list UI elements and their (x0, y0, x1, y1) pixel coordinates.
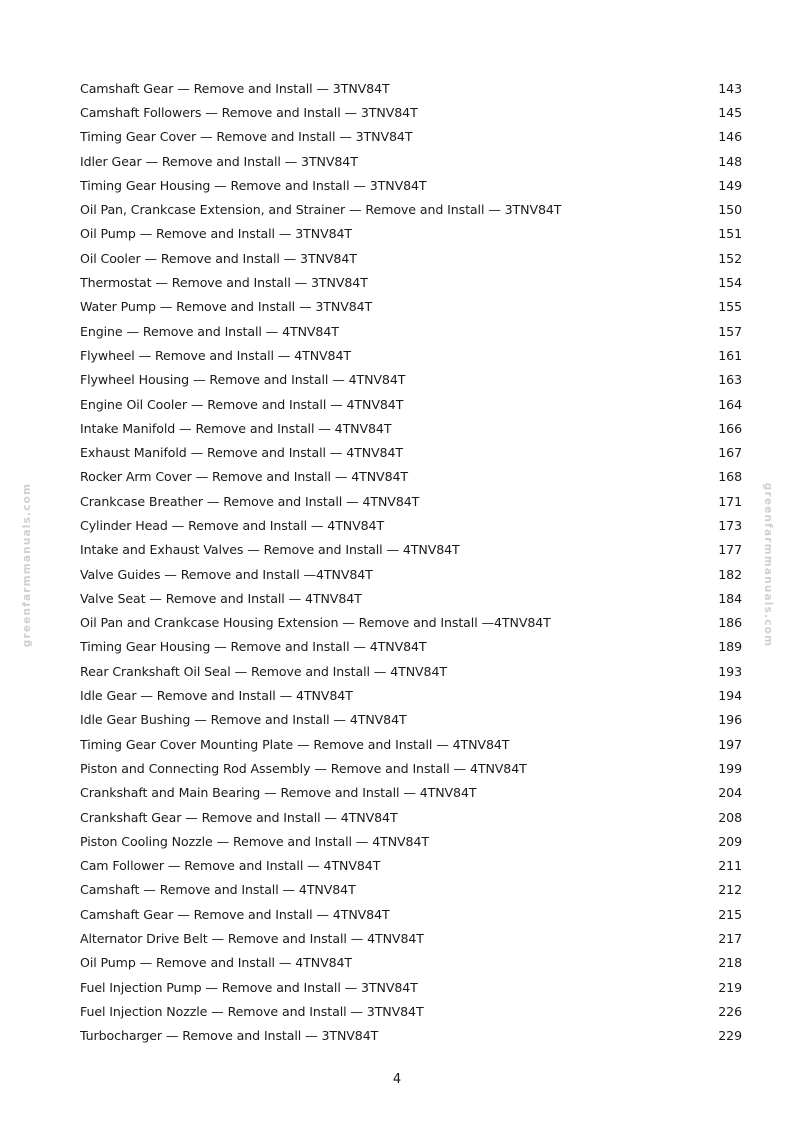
toc-entry-page: 146 (718, 129, 742, 145)
toc-entry (80, 222, 742, 246)
toc-entry (80, 635, 742, 659)
toc-entry-title: Fuel Injection Pump — Remove and Install — 3TNV84T (80, 979, 418, 995)
toc-entry-title: Timing Gear Housing — Remove and Install — 4TNV84T (80, 639, 427, 655)
toc-entry-page: 177 (718, 542, 742, 558)
toc-entry (80, 173, 742, 197)
toc-entry (80, 319, 742, 343)
toc-entry-title: Alternator Drive Belt — Remove and Install — 4TNV84T (80, 931, 424, 947)
toc-entry-page: 211 (718, 858, 742, 874)
toc-entry-page: 204 (718, 785, 742, 801)
toc-entry-title: Flywheel — Remove and Install — 4TNV84T (80, 347, 351, 363)
toc-entry-page: 194 (718, 688, 742, 704)
toc-entry-title: Oil Pan and Crankcase Housing Extension — Remove and Install —4TNV84T (80, 615, 551, 631)
toc-entry-title: Cylinder Head — Remove and Install — 4TNV84T (80, 517, 385, 533)
toc-entry-page: 143 (718, 80, 742, 96)
toc-entry-title: Timing Gear Housing — Remove and Install — 3TNV84T (80, 177, 427, 193)
toc-entry-title: Oil Pump — Remove and Install — 4TNV84T (80, 955, 353, 971)
toc-entry-page: 155 (718, 299, 742, 315)
toc-entry (80, 513, 742, 537)
toc-entry-page: 168 (718, 469, 742, 485)
toc-entry (80, 586, 742, 610)
toc-entry-page: 167 (718, 445, 742, 461)
toc-entry-page: 149 (718, 177, 742, 193)
toc-entry-page: 166 (718, 420, 742, 436)
toc-entry-page: 186 (718, 615, 742, 631)
toc-entry (80, 878, 742, 902)
toc-entry-page: 209 (718, 833, 742, 849)
page-number: 4 (392, 1072, 402, 1087)
toc-entry (80, 854, 742, 878)
toc-entry (80, 951, 742, 975)
toc-entry-page: 152 (718, 250, 742, 266)
toc-entry-title: Engine Oil Cooler — Remove and Install — 4TNV84T (80, 396, 404, 412)
toc-entry-title: Piston Cooling Nozzle — Remove and Install — 4TNV84T (80, 833, 429, 849)
toc-entry-page: 217 (718, 931, 742, 947)
toc-entry-page: 212 (718, 882, 742, 898)
toc-entry-page: 208 (718, 809, 742, 825)
toc-entry-title: Oil Pan, Crankcase Extension, and Strainer — Remove and Install — 3TNV84T (80, 202, 562, 218)
toc-entry-title: Water Pump — Remove and Install — 3TNV84T (80, 299, 373, 315)
toc-entry (80, 902, 742, 926)
toc-entry-page: 196 (718, 712, 742, 728)
toc-entry-title: Oil Pump — Remove and Install — 3TNV84T (80, 226, 353, 242)
toc-entry (80, 343, 742, 367)
toc-entry-page: 161 (718, 347, 742, 363)
toc-entry-title: Piston and Connecting Rod Assembly — Remove and Install — 4TNV84T (80, 760, 527, 776)
toc-entry (80, 1024, 742, 1048)
toc-entry (80, 392, 742, 416)
toc-entry-page: 163 (718, 372, 742, 388)
toc-entry (80, 708, 742, 732)
toc-entry-title: Camshaft Gear — Remove and Install — 4TNV84T (80, 906, 390, 922)
toc-entry-title: Crankshaft Gear — Remove and Install — 4TNV84T (80, 809, 398, 825)
toc-entry (80, 149, 742, 173)
toc-entry-page: 193 (718, 663, 742, 679)
toc-entry (80, 659, 742, 683)
toc-entry (80, 975, 742, 999)
toc-entry-title: Rocker Arm Cover — Remove and Install — 4TNV84T (80, 469, 408, 485)
toc-entry-page: 219 (718, 979, 742, 995)
toc-entry-title: Camshaft Followers — Remove and Install — 3TNV84T (80, 104, 418, 120)
toc-entry-title: Idle Gear — Remove and Install — 4TNV84T (80, 688, 353, 704)
toc-entry-page: 218 (718, 955, 742, 971)
toc-entry-page: 171 (718, 493, 742, 509)
toc-entry-page: 151 (718, 226, 742, 242)
toc-entry (80, 538, 742, 562)
toc-entry-title: Engine — Remove and Install — 4TNV84T (80, 323, 339, 339)
toc-entry (80, 756, 742, 780)
toc-entry (80, 999, 742, 1023)
toc-entry-page: 182 (718, 566, 742, 582)
toc-entry (80, 416, 742, 440)
toc-entry-title: Timing Gear Cover Mounting Plate — Remove and Install — 4TNV84T (80, 736, 510, 752)
toc-entry (80, 100, 742, 124)
toc-entry (80, 465, 742, 489)
toc-entry-title: Crankshaft and Main Bearing — Remove and Install — 4TNV84T (80, 785, 477, 801)
toc-entry-title: Turbocharger — Remove and Install — 3TNV84T (80, 1028, 379, 1044)
toc-entry-title: Idle Gear Bushing — Remove and Install — 4TNV84T (80, 712, 407, 728)
toc-entry (80, 489, 742, 513)
toc-entry-title: Valve Guides — Remove and Install —4TNV84T (80, 566, 373, 582)
toc-entry-page: 189 (718, 639, 742, 655)
toc-entry (80, 270, 742, 294)
toc-entry (80, 781, 742, 805)
toc-entry-page: 197 (718, 736, 742, 752)
toc-entry (80, 125, 742, 149)
toc-entry-title: Camshaft — Remove and Install — 4TNV84T (80, 882, 356, 898)
toc-entry-page: 184 (718, 590, 742, 606)
toc-entry-page: 145 (718, 104, 742, 120)
toc-entry (80, 829, 742, 853)
toc-entry (80, 611, 742, 635)
toc-entry-page: 148 (718, 153, 742, 169)
toc-entry-title: Flywheel Housing — Remove and Install — 4TNV84T (80, 372, 406, 388)
toc-entry (80, 295, 742, 319)
toc-entry-title: Valve Seat — Remove and Install — 4TNV84T (80, 590, 362, 606)
toc-entry (80, 76, 742, 100)
toc-entry-page: 173 (718, 517, 742, 533)
table-of-contents (80, 76, 742, 1048)
toc-entry-title: Oil Cooler — Remove and Install — 3TNV84T (80, 250, 357, 266)
toc-entry (80, 440, 742, 464)
toc-entry (80, 926, 742, 950)
toc-entry-page: 215 (718, 906, 742, 922)
toc-entry-title: Exhaust Manifold — Remove and Install — 4TNV84T (80, 445, 403, 461)
toc-entry-page: 157 (718, 323, 742, 339)
toc-entry-page: 229 (718, 1028, 742, 1044)
toc-entry-title: Fuel Injection Nozzle — Remove and Install — 3TNV84T (80, 1003, 424, 1019)
toc-entry-title: Idler Gear — Remove and Install — 3TNV84T (80, 153, 358, 169)
toc-entry-title: Cam Follower — Remove and Install — 4TNV84T (80, 858, 381, 874)
toc-entry (80, 368, 742, 392)
toc-entry-title: Timing Gear Cover — Remove and Install — 3TNV84T (80, 129, 413, 145)
toc-entry (80, 683, 742, 707)
toc-entry (80, 246, 742, 270)
toc-entry (80, 197, 742, 221)
toc-entry-title: Intake and Exhaust Valves — Remove and Install — 4TNV84T (80, 542, 460, 558)
watermark-left: greenfarmmanuals.com (21, 482, 33, 648)
toc-entry-title: Crankcase Breather — Remove and Install — 4TNV84T (80, 493, 420, 509)
toc-entry-page: 226 (718, 1003, 742, 1019)
toc-entry-title: Intake Manifold — Remove and Install — 4TNV84T (80, 420, 392, 436)
toc-entry-page: 150 (718, 202, 742, 218)
toc-entry (80, 805, 742, 829)
toc-entry-title: Thermostat — Remove and Install — 3TNV84T (80, 275, 368, 291)
toc-entry (80, 732, 742, 756)
toc-entry-page: 199 (718, 760, 742, 776)
toc-entry-title: Rear Crankshaft Oil Seal — Remove and Install — 4TNV84T (80, 663, 447, 679)
watermark-right: greenfarmmanuals.com (762, 482, 774, 648)
toc-entry-page: 154 (718, 275, 742, 291)
toc-entry-title: Camshaft Gear — Remove and Install — 3TNV84T (80, 80, 390, 96)
toc-entry-page: 164 (718, 396, 742, 412)
toc-entry (80, 562, 742, 586)
